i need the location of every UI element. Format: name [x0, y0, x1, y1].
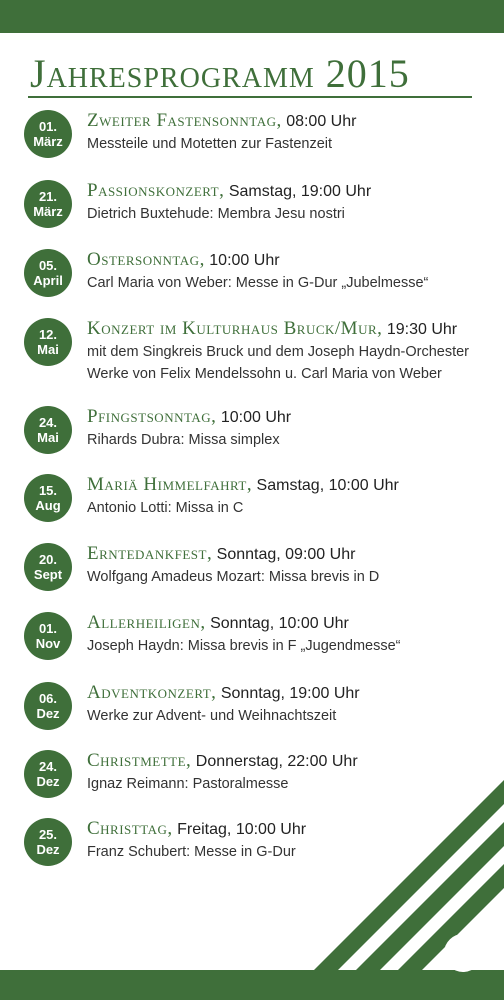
date-day: 15.: [38, 483, 58, 498]
event-heading: [87, 318, 497, 341]
event-name: Pfingstsonntag,: [87, 406, 217, 427]
date-badge: [24, 750, 72, 798]
date-badge: [24, 543, 72, 591]
event-time: 10:00 Uhr: [209, 252, 280, 269]
event-description: Joseph Haydn: Missa brevis in F „Jugendmesse“: [87, 638, 401, 654]
date-day: 21.: [38, 189, 58, 204]
date-day: 25.: [38, 827, 58, 842]
event-heading: [87, 110, 497, 133]
date-badge: [24, 180, 72, 228]
event-description: Antonio Lotti: Missa in C: [87, 500, 244, 516]
top-band: [0, 0, 504, 33]
event-name: Mariä Himmelfahrt,: [87, 474, 253, 495]
date-day: 06.: [38, 691, 58, 706]
date-badge: [24, 249, 72, 297]
date-month: März: [33, 134, 63, 149]
event-heading: [87, 406, 497, 429]
date-day: 24.: [38, 759, 58, 774]
date-month: Dez: [36, 774, 60, 789]
event-text: [87, 612, 497, 657]
choir-logo-icon: [440, 930, 486, 976]
event-time: Sonntag, 10:00 Uhr: [210, 615, 349, 632]
date-month: Sept: [33, 567, 63, 582]
event-text: [87, 180, 497, 225]
date-badge: [24, 612, 72, 660]
event-time: Freitag, 10:00 Uhr: [177, 821, 307, 838]
date-badge: [24, 406, 72, 454]
date-month: Dez: [36, 706, 60, 721]
event-name: Christtag,: [87, 818, 173, 839]
date-day: 01.: [38, 621, 58, 636]
event-description: Werke zur Advent- und Weihnachtszeit: [87, 708, 337, 724]
date-month: Mai: [37, 430, 59, 445]
event-heading: [87, 682, 497, 705]
event-heading: [87, 249, 497, 272]
date-day: 05.: [38, 258, 58, 273]
date-day: 20.: [38, 552, 58, 567]
date-badge: [24, 474, 72, 522]
event-time: Sonntag, 19:00 Uhr: [220, 685, 360, 702]
event-description: Carl Maria von Weber: Messe in G-Dur „Jubelmesse“: [87, 275, 429, 291]
event-text: [87, 406, 497, 451]
event-heading: [87, 180, 497, 203]
date-month: Mai: [37, 342, 59, 357]
event-text: [87, 682, 497, 727]
date-month: Nov: [35, 636, 61, 651]
event-description: Werke von Felix Mendelssohn u. Carl Maria von Weber: [87, 366, 442, 382]
date-badge: [24, 682, 72, 730]
event-time: 19:30 Uhr: [386, 321, 458, 338]
date-day: 24.: [38, 415, 58, 430]
date-month: Dez: [36, 842, 60, 857]
date-month: Aug: [35, 498, 61, 513]
event-time: Sonntag, 09:00 Uhr: [216, 546, 356, 563]
event-text: [87, 474, 497, 519]
event-name: Adventkonzert,: [87, 682, 217, 703]
date-badge: [24, 318, 72, 366]
event-text: [87, 318, 497, 385]
date-day: 01.: [38, 119, 58, 134]
event-name: Konzert im Kulturhaus Bruck/Mur,: [87, 318, 383, 339]
event-time: Donnerstag, 22:00 Uhr: [195, 753, 358, 770]
event-time: Samstag, 10:00 Uhr: [256, 477, 399, 494]
event-name: Christmette,: [87, 750, 192, 771]
bottom-band: [0, 970, 504, 1000]
event-description: Wolfgang Amadeus Mozart: Missa brevis in D: [87, 569, 380, 585]
page-title: Jahresprogramm 2015: [30, 51, 410, 96]
event-heading: [87, 543, 497, 566]
event-description: Messteile und Motetten zur Fastenzeit: [87, 136, 333, 152]
event-description: Franz Schubert: Messe in G-Dur: [87, 844, 296, 860]
event-name: Ostersonntag,: [87, 249, 205, 270]
date-badge: [24, 110, 72, 158]
event-description: mit dem Singkreis Bruck und dem Joseph Haydn-Orchester: [87, 344, 469, 360]
date-day: 12.: [38, 327, 58, 342]
event-time: Samstag, 19:00 Uhr: [228, 183, 372, 200]
event-name: Erntedankfest,: [87, 543, 213, 564]
event-text: [87, 110, 497, 155]
date-badge: [24, 818, 72, 866]
event-text: [87, 249, 497, 294]
event-name: Zweiter Fastensonntag,: [87, 110, 282, 131]
event-description: Dietrich Buxtehude: Membra Jesu nostri: [87, 206, 345, 222]
event-description: Ignaz Reimann: Pastoralmesse: [87, 776, 289, 792]
event-heading: [87, 474, 497, 497]
date-month: März: [33, 204, 63, 219]
event-time: 08:00 Uhr: [286, 113, 357, 130]
date-month: April: [33, 273, 63, 288]
event-text: [87, 543, 497, 588]
event-time: 10:00 Uhr: [220, 409, 292, 426]
title-divider: [28, 96, 472, 98]
event-name: Passionskonzert,: [87, 180, 225, 201]
event-heading: [87, 612, 497, 635]
event-description: Rihards Dubra: Missa simplex: [87, 432, 280, 448]
event-name: Allerheiligen,: [87, 612, 206, 633]
